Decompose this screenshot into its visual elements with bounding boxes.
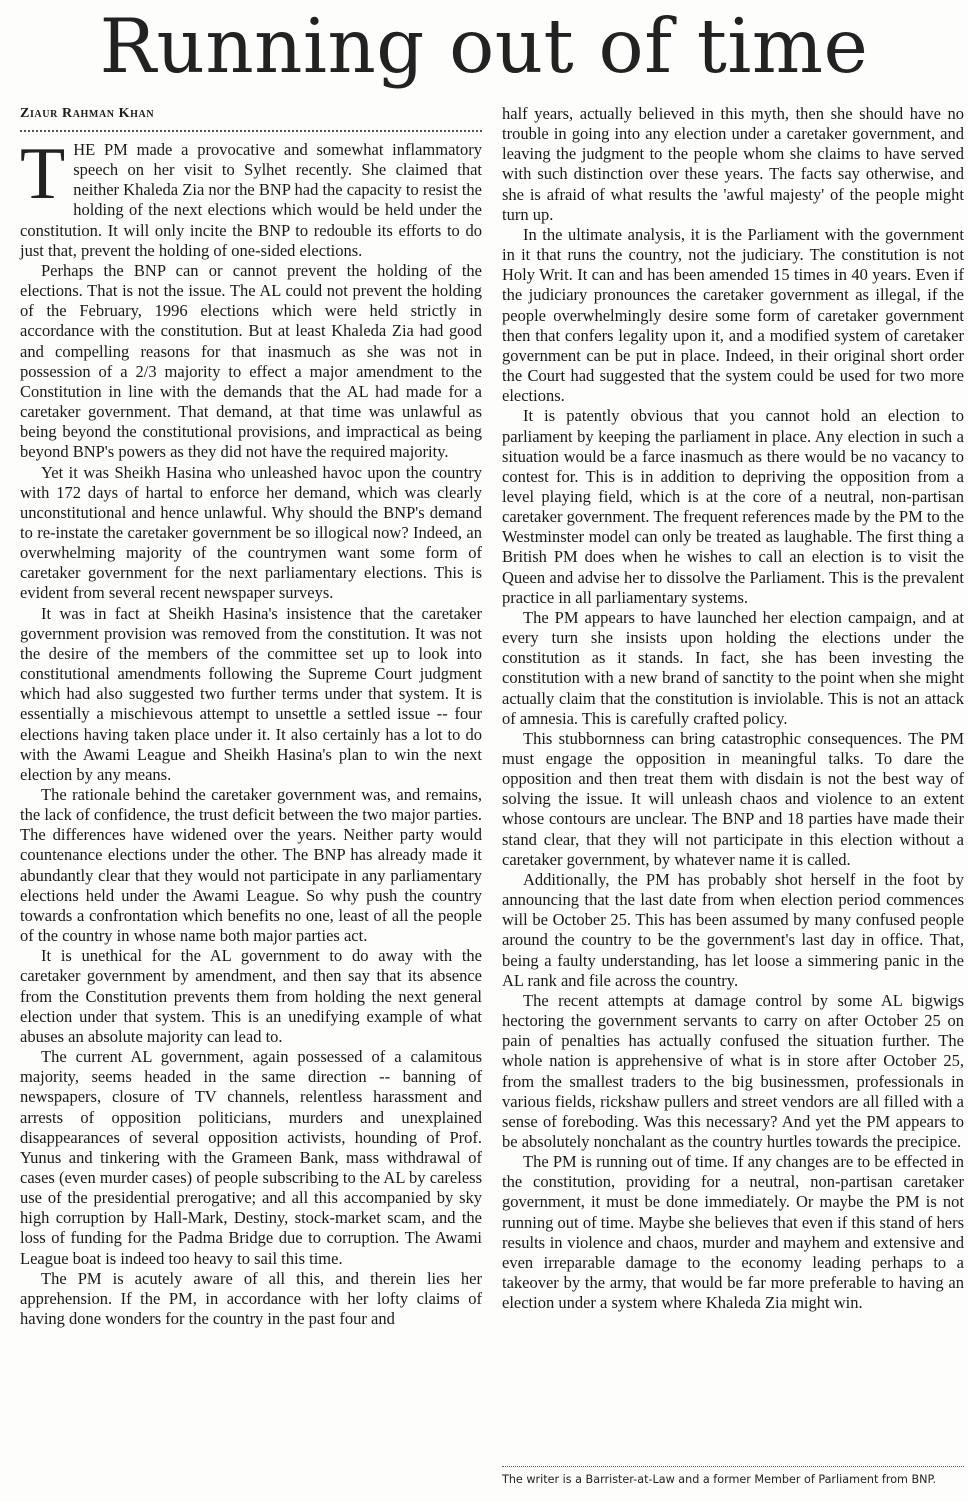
paragraph: The PM is acutely aware of all this, and therein lies her apprehension. If the PM, in accordance with her lofty claims of having done wonders for the country in the past four and [20, 1268, 482, 1329]
left-column [20, 104, 482, 1329]
paragraph: It is unethical for the AL government to do away with the caretaker government by amendment, and then say that its absence from the Constitution prevents them from holding the next general election under that system. This is an unedifying example of what abuses an absolute majority can lead to. [20, 946, 482, 1046]
byline-divider [20, 130, 482, 132]
paragraph: The rationale behind the caretaker government was, and remains, the lack of confidence, the trust deficit between the two major parties. The differences have widened over the years. Neither party would countenance elections under the other. The BNP has already made it abundantly clear that they would not participate in any parliamentary elections held under the Awami League. So why push the country towards a confrontation which benefits no one, least of all the people of the country in whose name both major parties act. [20, 785, 482, 946]
footnote-divider [502, 1466, 964, 1467]
paragraph: It was in fact at Sheikh Hasina's insistence that the caretaker government provision was removed from the constitution. It was not the desire of the members of the committee set up to look into constitutional amendments following the Supreme Court judgment which had also suggested two further terms under that system. It is essentially a mischievous attempt to unsettle a settled issue -- four elections having taken place under it. It also certainly has a lot to do with the Awami League and Sheikh Hasina's plan to win the next election by any means. [20, 603, 482, 784]
drop-cap: T [20, 133, 66, 215]
paragraph: The PM appears to have launched her election campaign, and at every turn she insists upon holding the elections under the constitution as it stands. In fact, she has been investing the constitution with a new brand of sanctity to the point when she might actually claim that the constitution is inviolable. This is not an attack of amnesia. This is carefully crafted policy. [502, 607, 964, 728]
paragraph: The current AL government, again possessed of a calamitous majority, seems headed in the same direction -- banning of newspapers, closure of TV channels, relentless harassment and arrests of opposition politicians, murders and unexplained disappearances of several opposition activists, hounding of Prof. Yunus and tinkering with the Grameen Bank, mass withdrawal of cases (even murder cases) of people subscribing to the AL by careless use of the presidential prerogative; and all this accompanied by sky high corruption by Hall-Mark, Destiny, stock-market scam, and the loss of funding for the Padma Bridge due to corruption. The Awami League boat is indeed too heavy to sail this time. [20, 1047, 482, 1268]
paragraph: This stubbornness can bring catastrophic consequences. The PM must engage the opposition in meaningful talks. To dare the opposition and then treat them with disdain is not the best way of solving the issue. It will unleash chaos and violence to an extent whose contours are unclear. The BNP and 18 parties have made their stand clear, that they will not participate in this election without a caretaker government, by whatever name it is called. [502, 728, 964, 869]
paragraph-continuation: half years, actually believed in this myth, then she should have no trouble in going into any election under a caretaker government, and leaving the judgment to the people whom she claims to have served with such distinction over these years. The facts say otherwise, and she is afraid of what results the 'awful majesty' of the people might turn up. [502, 104, 964, 224]
lead-paragraph [20, 133, 482, 261]
paragraph: The PM is running out of time. If any changes are to be effected in the constitution, providing for a neutral, non-partisan caretaker government, it must be done immediately. Or maybe the PM is not running out of time. Maybe she believes that even if this stand of hers results in violence and chaos, murder and mayhem and extensive and even irreparable damage to the economy leading perhaps to a takeover by the army, that would be far more preferable to having an election under a system where Khaleda Zia might win. [502, 1152, 964, 1313]
paragraph: Additionally, the PM has probably shot herself in the foot by announcing that the last date from when election period commences will be October 25. This has been assumed by many confused people around the country to be the government's last day in office. That, being a faulty understanding, has let loose a simmering panic in the AL rank and file across the country. [502, 869, 964, 990]
paragraph: It is patently obvious that you cannot hold an election to parliament by keeping the parliament in place. Any election in such a situation would be a farce inasmuch as there would be no vacancy to contest for. This is in addition to depriving the opposition from a level playing field, which is at the core of a neutral, non-partisan caretaker government. The frequent references made by the PM to the Westminster model can only be treated as laughable. The first thing a British PM does when he wishes to call an election is to visit the Queen and advise her to dissolve the Parliament. This is the prevalent practice in all parliamentary systems. [502, 406, 964, 607]
paragraph: The recent attempts at damage control by some AL bigwigs hectoring the government servants to carry on after October 25 on pain of penalties has actually confused the situation further. The whole nation is apprehensive of what is in store after October 25, from the smallest traders to the big businessmen, professionals in various fields, rickshaw pullers and street vendors are all filled with a sense of foreboding. Was this necessary? And yet the PM appears to be absolutely nonchalant as the country hurtles towards the precipice. [502, 990, 964, 1151]
paragraph: Perhaps the BNP can or cannot prevent the holding of the elections. That is not the issue. The AL could not prevent the holding of the February, 1996 elections which were held strictly in accordance with the constitution. But at least Khaleda Zia had good and compelling reasons for that inasmuch as she was not in possession of a 2/3 majority to effect a major amendment to the Constitution in line with the demands that the AL had made for a caretaker government. That demand, at that time was unlawful as being beyond the constitutional provisions, and impractical as being beyond BNP's powers as they did not have the required majority. [20, 260, 482, 462]
article-headline: Running out of time [99, 2, 869, 90]
right-column [502, 104, 964, 1313]
paragraph: Yet it was Sheikh Hasina who unleashed havoc upon the country with 172 days of hartal to enforce her demand, which was clearly unconstitutional and hence unlawful. Why should the BNP's demand to re-instate the caretaker government be so illogical now? Indeed, an overwhelming majority of the countrymen want some form of caretaker government for the next parliamentary elections. This is evident from several recent newspaper surveys. [20, 462, 482, 603]
paragraph: In the ultimate analysis, it is the Parliament with the government in it that runs the country, not the judiciary. The constitution is not Holy Writ. It can and has been amended 15 times in 40 years. Even if the judiciary pronounces the caretaker government as illegal, if the people overwhelmingly desire some form of caretaker government then that confers legality upon it, and a modified system of caretaker government can be put in place. Indeed, in their original short order the Court had suggested that the system could be used for two more elections. [502, 224, 964, 406]
lead-paragraph-text: HE PM made a provocative and somewhat inflammatory speech on her visit to Sylhet recently. She claimed that neither Khaleda Zia nor the BNP had the capacity to resist the holding of the next elections which would be held under the constitution. It will only incite the BNP to redouble its efforts to do just that, prevent the holding of one-sided elections. [20, 140, 482, 260]
author-footnote: The writer is a Barrister-at-Law and a former Member of Parliament from BNP. [502, 1473, 937, 1486]
author-byline: Ziaur Rahman Khan [20, 106, 155, 121]
